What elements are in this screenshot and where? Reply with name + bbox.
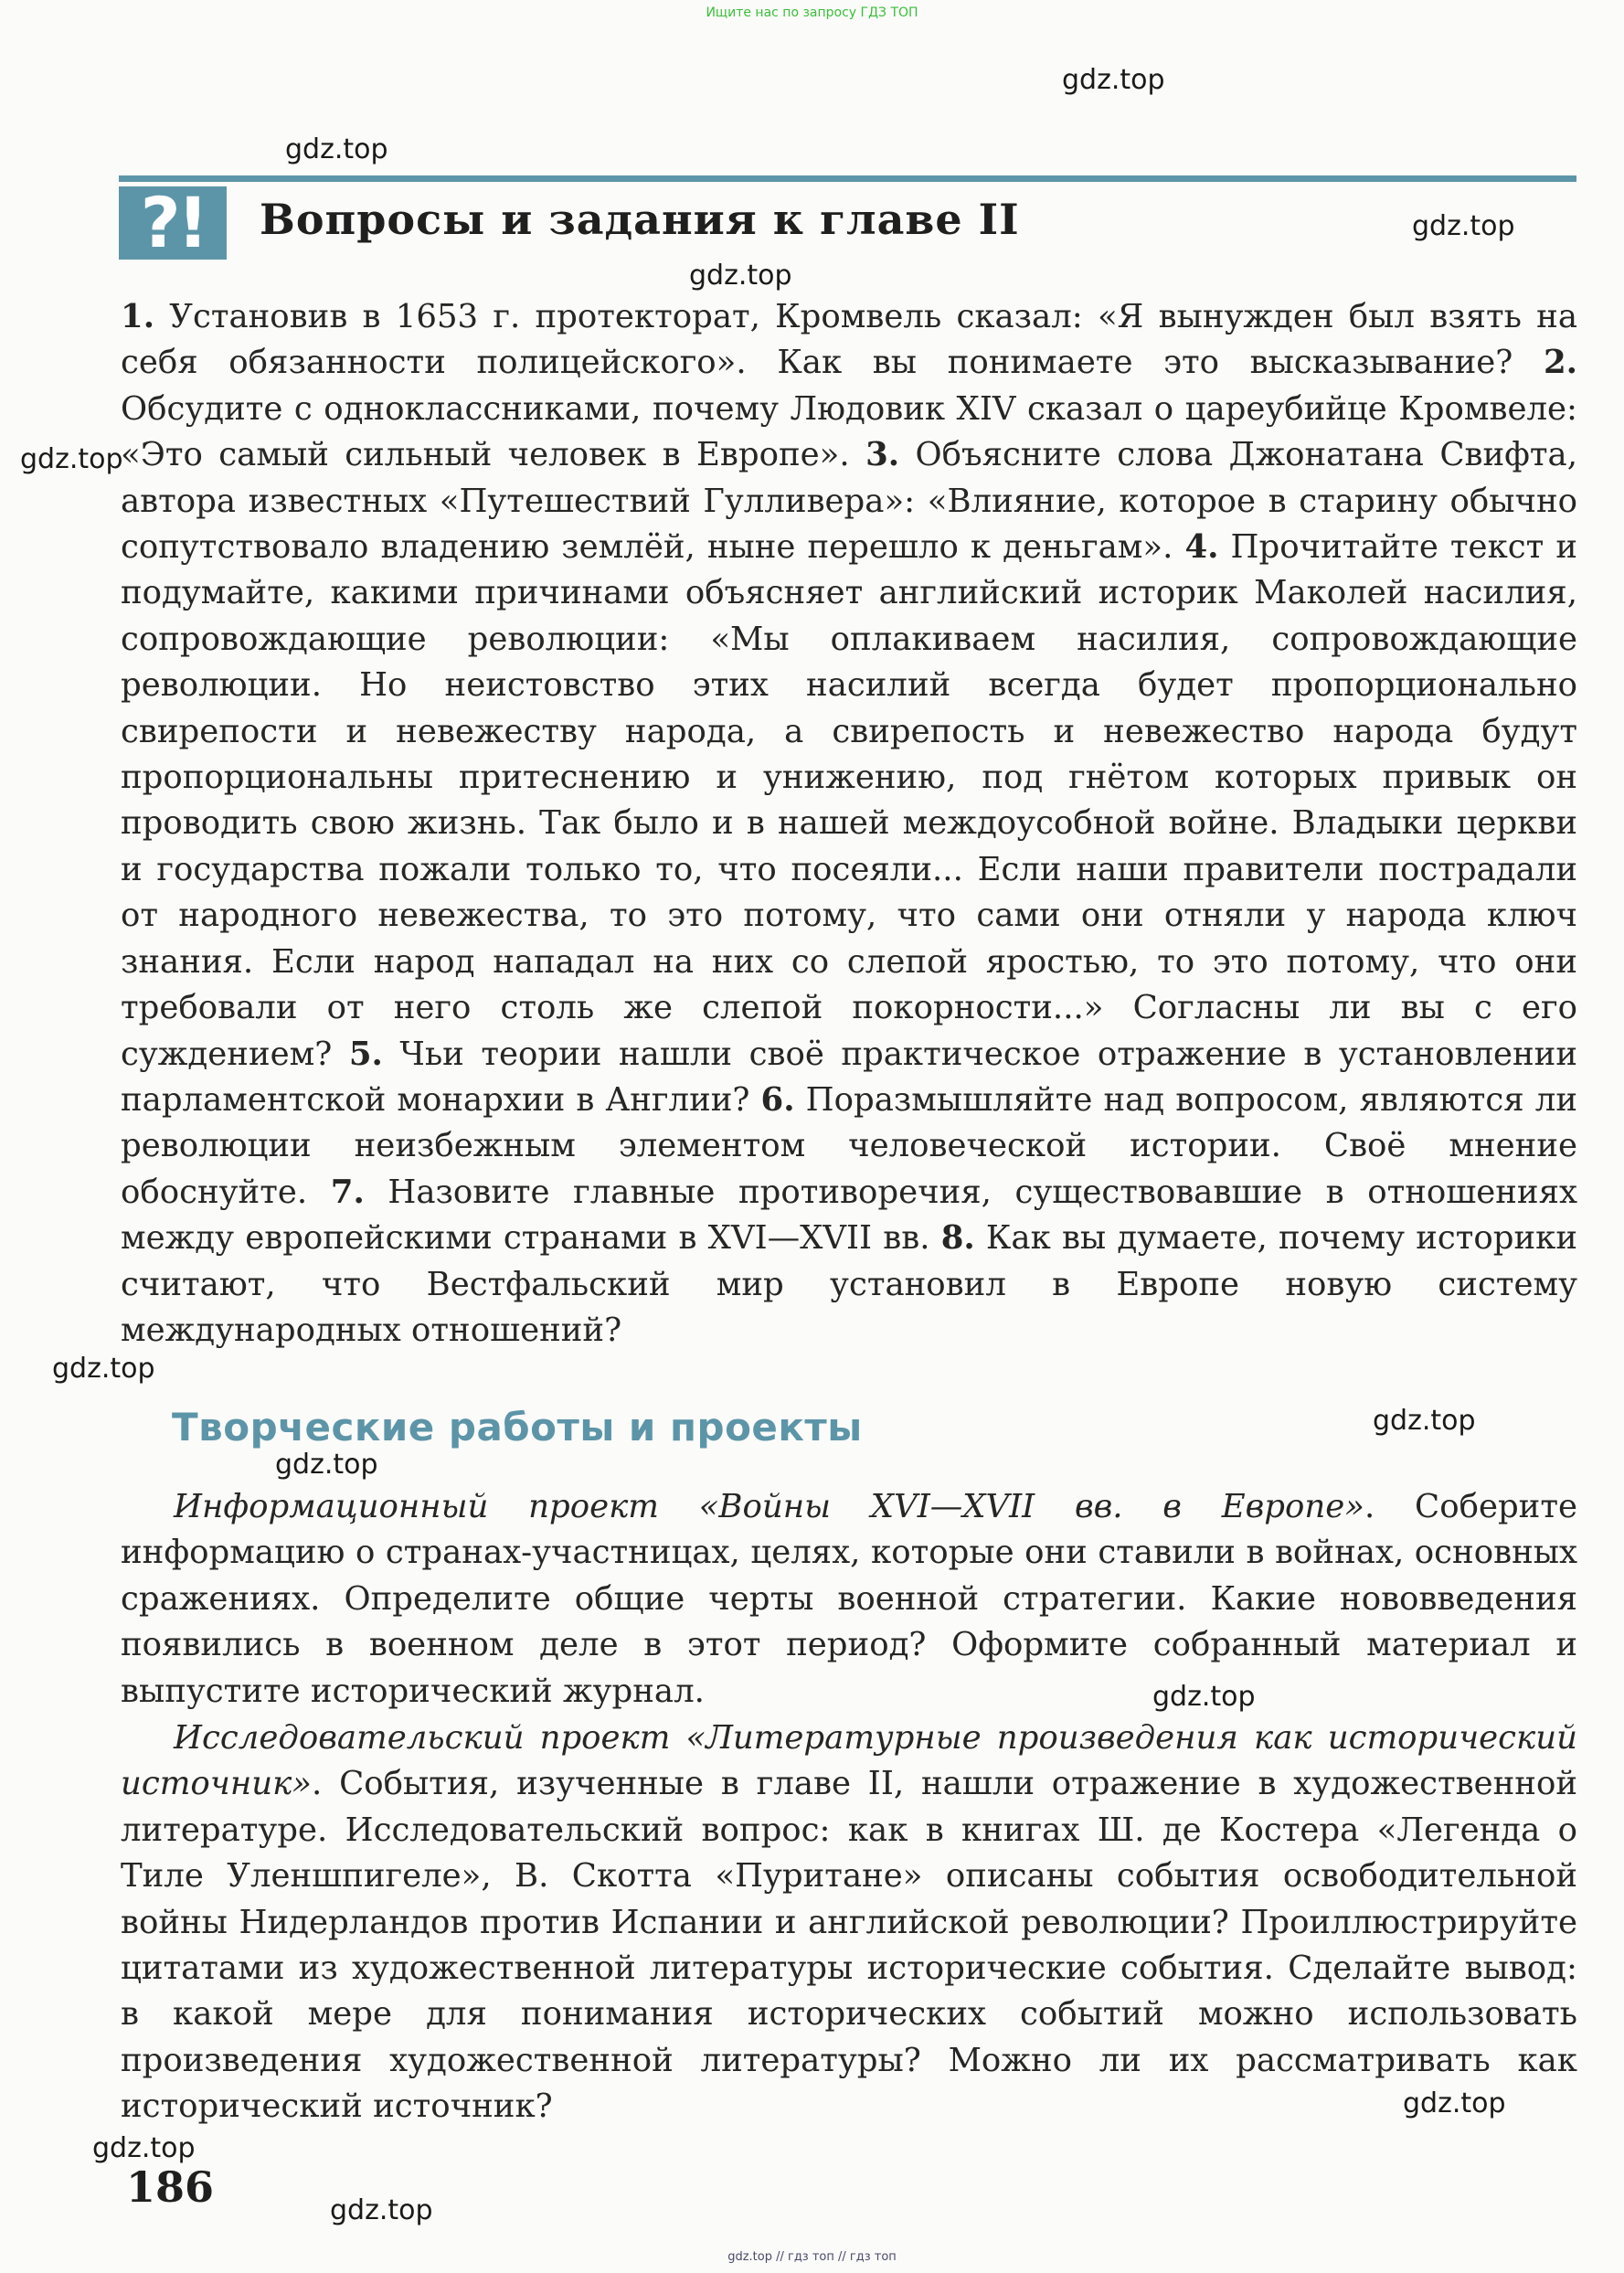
- watermark: gdz.top: [92, 2132, 196, 2164]
- question-number: 8.: [940, 1219, 975, 1258]
- project-title: Информационный проект «Войны XVI—XVII вв. в Европе»: [174, 1488, 1364, 1525]
- question-text: Назовите главные противоречия, существовавшие в отношениях между европейскими странами в XVI—XVII вв.: [121, 1173, 1577, 1258]
- question-text: Поразмышляйте над вопросом, являются ли революции неизбежным элементом человеческой истории. Своё мнение обоснуйте.: [121, 1080, 1577, 1211]
- project-paragraph: [121, 1715, 1577, 2130]
- bottom-note: gdz.top // гдз топ // гдз топ: [727, 2250, 897, 2264]
- watermark: gdz.top: [1412, 210, 1515, 242]
- watermark: gdz.top: [1062, 64, 1165, 96]
- watermark: gdz.top: [330, 2194, 433, 2226]
- watermark: gdz.top: [285, 133, 388, 165]
- chapter-questions-heading: Вопросы и задания к главе II: [260, 195, 1020, 244]
- page-number: 186: [126, 2162, 215, 2212]
- question-number: 2.: [1543, 344, 1577, 382]
- watermark: gdz.top: [1152, 1681, 1256, 1713]
- question-number: 6.: [760, 1080, 795, 1119]
- projects-subheading: Творческие работы и проекты: [172, 1405, 863, 1450]
- question-text: Чьи теории нашли своё практическое отражение в установлении парламентской монархии в Англии?: [121, 1035, 1577, 1119]
- watermark: gdz.top: [20, 443, 123, 475]
- project-text: . События, изученные в главе II, нашли отражение в художественной литературе. Исследовательский вопрос: как в книгах Ш. де Костера «Легенда о Тиле Уленшпигеле», В. Скотта «Пуритане» описаны события освободительной войны Нидерландов против Испании и английской революции? Проиллюстрируйте цитатами из художественной литературы исторические события. Сделайте вывод: в какой мере для понимания исторических событий можно использовать произведения художественной литературы? Можно ли их рассматривать как исторический источник?: [121, 1765, 1577, 2126]
- watermark: gdz.top: [52, 1353, 155, 1385]
- question-number: 3.: [865, 436, 900, 474]
- project-title: Исследовательский проект «Литературные произведения как исторический источник»: [121, 1719, 1577, 1803]
- watermark: gdz.top: [689, 260, 792, 292]
- question-number: 5.: [348, 1035, 383, 1073]
- question-number: 1.: [121, 298, 155, 335]
- questions-paragraph: [121, 294, 1577, 1354]
- watermark: gdz.top: [1373, 1405, 1476, 1437]
- question-text: Установив в 1653 г. протекторат, Кромвель сказал: «Я вынужден был взять на себя обязанности полицейского». Как вы понимаете это высказывание?: [121, 298, 1577, 382]
- header-rule: [119, 175, 1576, 182]
- question-text: Как вы думаете, почему историки считают, что Вестфальский мир установил в Европе новую систему международных отношений?: [121, 1219, 1577, 1349]
- question-text: Прочитайте текст и подумайте, какими причинами объясняет английский историк Маколей насилия, сопровождающие революции: «Мы оплакиваем насилия, сопровождающие революции. Но неистовство этих насилий всегда будет пропорционально свирепости и невежеству народа, а свирепость и невежество народа будут пропорциональны притеснению и унижению, под гнётом которых привык он проводить свою жизнь. Так было и в нашей междоусобной войне. Владыки церкви и государства пожали только то, что посеяли... Если наши правители пострадали от народного невежества, то это потому, что сами они отняли у народа ключ знания. Если народ нападал на них со слепой яростью, то это потому, что они требовали от него столь же слепой покорности...» Согласны ли вы с его суждением?: [121, 528, 1577, 1073]
- question-number: 7.: [330, 1173, 365, 1211]
- watermark: gdz.top: [275, 1449, 378, 1481]
- project-text: . Соберите информацию о странах-участницах, целях, которые они ставили в войнах, основных сражениях. Определите общие черты военной стратегии. Какие нововведения появились в военном деле в этот период? Оформите собранный материал и выпустите исторический журнал.: [121, 1488, 1577, 1710]
- question-text: Объясните слова Джонатана Свифта, автора известных «Путешествий Гулливера»: «Влияние, которое в старину обычно сопутствовало владению землёй, ныне перешло к деньгам».: [121, 436, 1578, 567]
- question-badge-icon: ?!: [119, 186, 227, 260]
- question-number: 4.: [1184, 528, 1219, 567]
- top-note: Ищите нас по запросу ГДЗ ТОП: [706, 5, 918, 20]
- project-paragraph: [121, 1484, 1577, 1715]
- watermark: gdz.top: [1403, 2087, 1506, 2119]
- question-text: Обсудите с одноклассниками, почему Людовик XIV сказал о цареубийце Кромвеле: «Это самый сильный человек в Европе».: [121, 389, 1577, 474]
